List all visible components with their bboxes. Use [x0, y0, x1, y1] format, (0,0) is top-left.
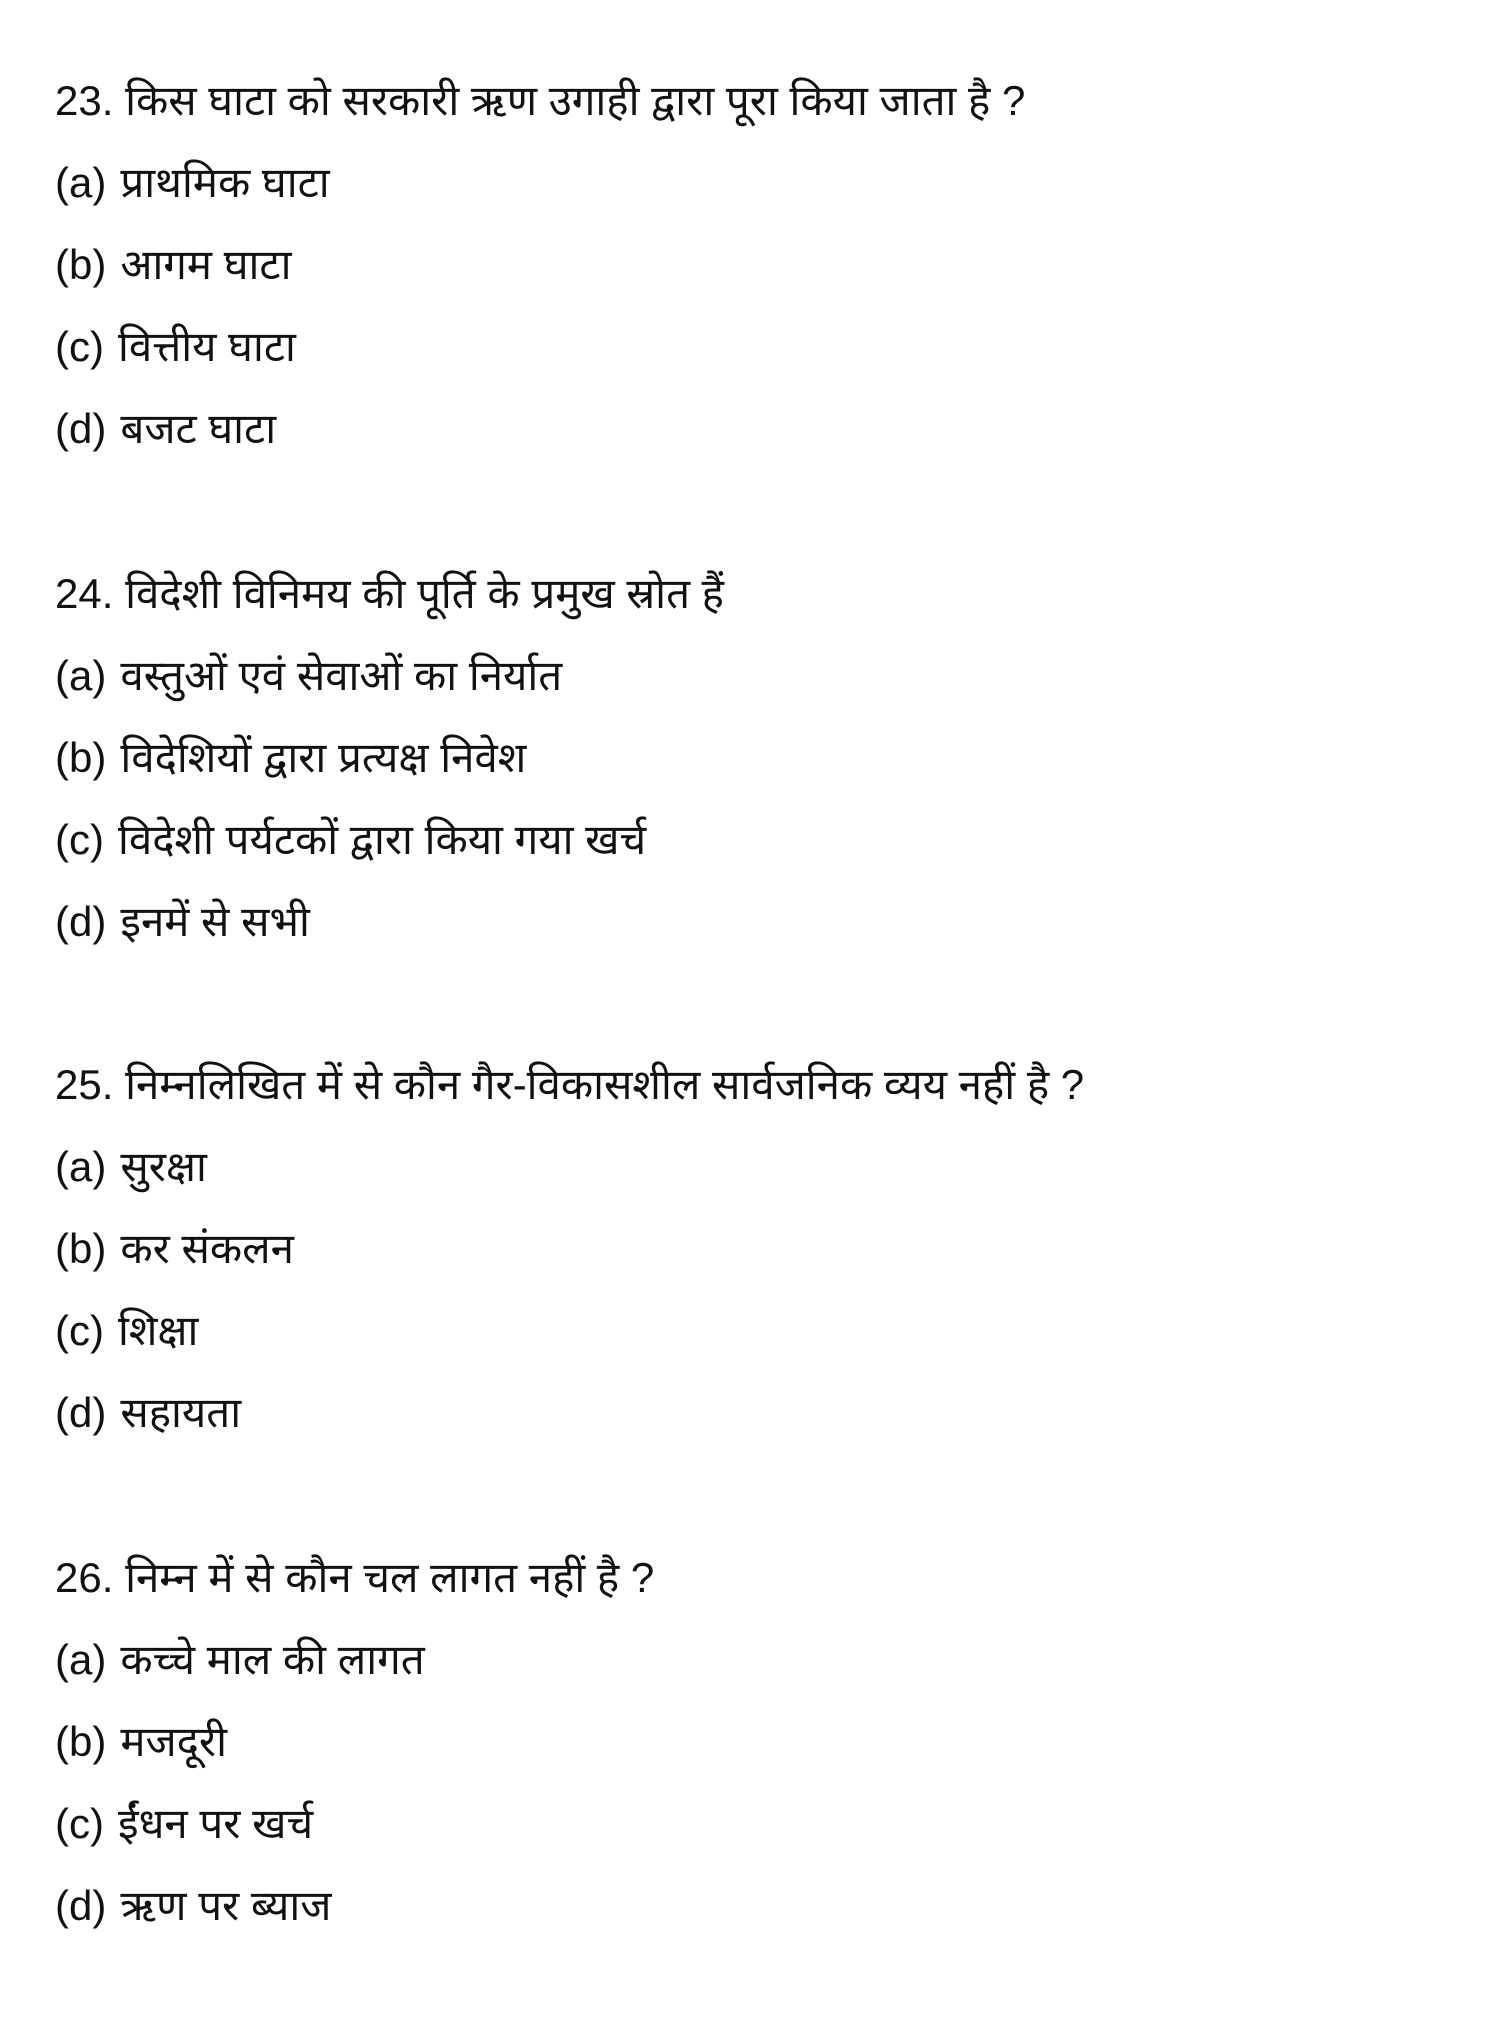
- option-text: वित्तीय घाटा: [117, 323, 296, 370]
- option-item: [55, 1783, 654, 1865]
- option-label: (b): [55, 1718, 107, 1765]
- option-label: (b): [55, 241, 107, 288]
- option-text: कच्चे माल की लागत: [120, 1636, 425, 1683]
- option-text: आगम घाटा: [120, 241, 292, 288]
- option-label: (d): [55, 1389, 107, 1436]
- option-item: [55, 1701, 654, 1783]
- option-item: [55, 142, 1025, 224]
- option-item: [55, 717, 724, 799]
- option-text: वस्तुओं एवं सेवाओं का निर्यात: [120, 652, 563, 699]
- option-text: विदेशियों द्वारा प्रत्यक्ष निवेश: [120, 734, 527, 781]
- question-number: 23.: [55, 77, 114, 124]
- question-block: [55, 1537, 654, 1947]
- option-item: [55, 635, 724, 717]
- option-label: (c): [55, 1307, 104, 1354]
- question-block: [55, 60, 1025, 470]
- option-label: (a): [55, 1143, 107, 1190]
- option-item: [55, 799, 724, 881]
- question-stem: विदेशी विनिमय की पूर्ति के प्रमुख स्रोत हैं: [125, 570, 724, 617]
- option-item: [55, 388, 1025, 470]
- option-text: बजट घाटा: [120, 405, 277, 452]
- option-label: (a): [55, 1636, 107, 1683]
- option-item: [55, 1865, 654, 1947]
- question-block: [55, 1044, 1084, 1454]
- question-number: 25.: [55, 1061, 114, 1108]
- option-text: मजदूरी: [120, 1718, 227, 1765]
- option-text: ऋण पर ब्याज: [120, 1882, 332, 1929]
- question-stem: निम्न में से कौन चल लागत नहीं है ?: [125, 1554, 655, 1601]
- option-text: कर संकलन: [120, 1225, 294, 1272]
- option-item: [55, 1619, 654, 1701]
- question-stem: किस घाटा को सरकारी ऋण उगाही द्वारा पूरा किया जाता है ?: [125, 77, 1026, 124]
- option-item: [55, 881, 724, 963]
- option-label: (c): [55, 816, 104, 863]
- option-text: शिक्षा: [117, 1307, 199, 1354]
- option-item: [55, 1290, 1084, 1372]
- question-text: [55, 1537, 654, 1619]
- option-item: [55, 224, 1025, 306]
- question-text: [55, 1044, 1084, 1126]
- option-label: (d): [55, 1882, 107, 1929]
- option-label: (a): [55, 159, 107, 206]
- option-label: (d): [55, 405, 107, 452]
- question-number: 24.: [55, 570, 114, 617]
- option-text: ईंधन पर खर्च: [117, 1800, 314, 1847]
- question-stem: निम्नलिखित में से कौन गैर-विकासशील सार्वजनिक व्यय नहीं है ?: [125, 1061, 1085, 1108]
- option-text: इनमें से सभी: [120, 898, 310, 945]
- option-label: (c): [55, 323, 104, 370]
- question-block: [55, 553, 724, 963]
- option-text: सहायता: [120, 1389, 242, 1436]
- option-label: (d): [55, 898, 107, 945]
- option-item: [55, 1372, 1084, 1454]
- question-text: [55, 60, 1025, 142]
- option-item: [55, 1126, 1084, 1208]
- option-label: (c): [55, 1800, 104, 1847]
- option-item: [55, 306, 1025, 388]
- option-label: (a): [55, 652, 107, 699]
- option-text: प्राथमिक घाटा: [120, 159, 330, 206]
- option-label: (b): [55, 734, 107, 781]
- option-text: विदेशी पर्यटकों द्वारा किया गया खर्च: [117, 816, 647, 863]
- option-text: सुरक्षा: [120, 1143, 207, 1190]
- option-item: [55, 1208, 1084, 1290]
- question-text: [55, 553, 724, 635]
- question-number: 26.: [55, 1554, 114, 1601]
- option-label: (b): [55, 1225, 107, 1272]
